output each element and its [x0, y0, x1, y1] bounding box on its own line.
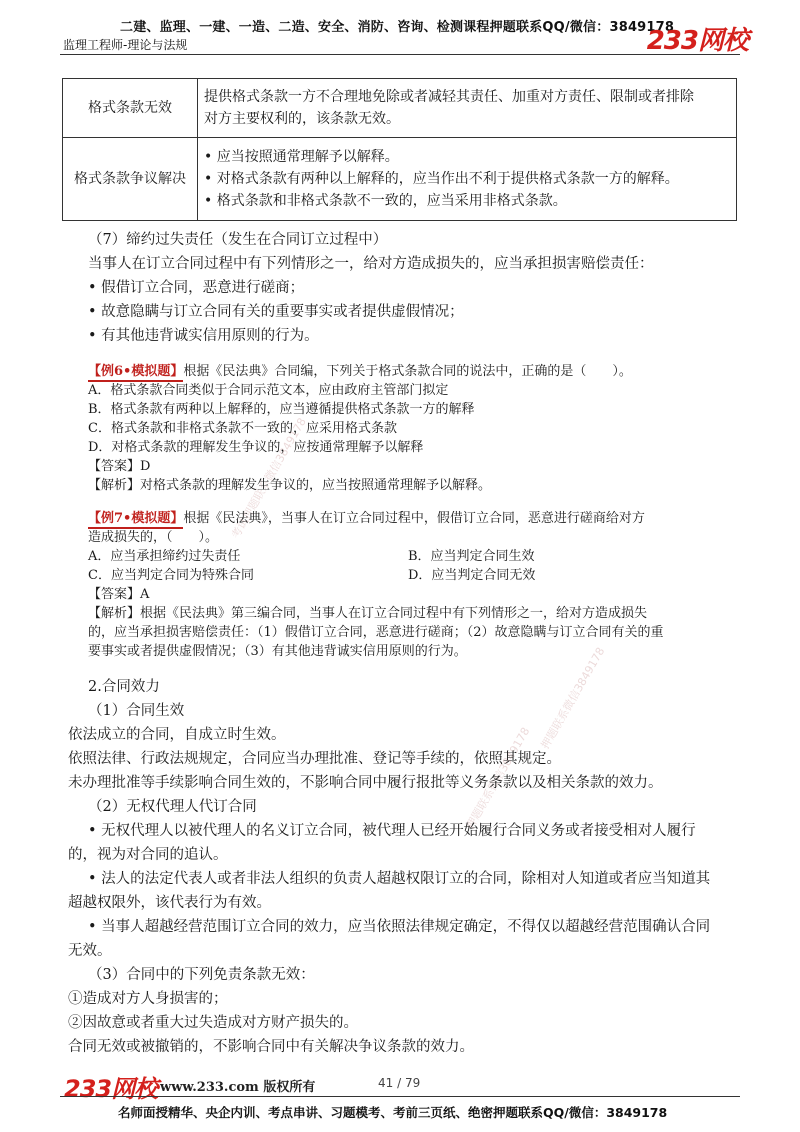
header-subtitle: 监理工程师-理论与法规 [63, 38, 188, 52]
subsection-title: （2）无权代理人代订合同 [88, 799, 257, 815]
question-text: 根据《民法典》合同编，下列关于格式条款合同的说法中，正确的是（ ）。 [183, 364, 632, 379]
answer: 【答案】D [88, 459, 151, 474]
table-row [63, 138, 737, 221]
footer-rule [60, 1096, 740, 1097]
question-line [88, 362, 738, 381]
footer-logo: 233网校 [64, 1075, 158, 1103]
option-b: B．应当判定合同生效 [408, 549, 535, 564]
paragraph: 合同无效或被撤销的，不影响合同中有关解决争议条款的效力。 [68, 1039, 474, 1055]
analysis: 要事实或者提供虚假情况；（3）有其他违背诚实信用原则的行为。 [88, 644, 467, 659]
paragraph: 依法成立的合同，自成立时生效。 [68, 727, 286, 743]
paragraph: 无效。 [68, 943, 112, 959]
page-number: 41 / 79 [378, 1076, 421, 1090]
paragraph: ①造成对方人身损害的； [68, 991, 228, 1007]
option-d: D．应当判定合同无效 [408, 568, 536, 583]
table-key-cell: 格式条款争议解决 [63, 138, 198, 221]
question-text: 根据《民法典》，当事人在订立合同过程中，假借订立合同，恶意进行磋商给对方 [183, 511, 645, 526]
table-line: • 应当按照通常理解予以解释。 [204, 149, 399, 165]
analysis: 【解析】对格式条款的理解发生争议的，应当按照通常理解予以解释。 [88, 478, 492, 493]
analysis: 【解析】根据《民法典》第三编合同，当事人在订立合同过程中有下列情形之一，给对方造成损失 [88, 606, 648, 621]
table-line: • 对格式条款有两种以上解释的，应当作出不利于提供格式条款一方的解释。 [204, 171, 679, 187]
bullet-item: • 假借订立合同，恶意进行磋商； [88, 280, 305, 296]
question-line [88, 509, 738, 528]
question-line: 造成损失的，（ ）。 [88, 530, 219, 545]
watermark: 考试押题联系微信3849178 [229, 415, 309, 541]
paragraph: • 法人的法定代表人或者非法人组织的负责人超越权限订立的合同，除相对人知道或者应当知道其 [88, 871, 711, 887]
watermark: 押题联系微信3849178 [463, 725, 533, 832]
paragraph: 依照法律、行政法规规定，合同应当办理批准、登记等手续的，依照其规定。 [68, 751, 561, 767]
option-b: B．格式条款有两种以上解释的，应当遵循提供格式条款一方的解释 [88, 402, 475, 417]
table-line: 提供格式条款一方不合理地免除或者减轻其责任、加重对方责任、限制或者排除 [204, 89, 694, 105]
table-line: 对方主要权利的，该条款无效。 [204, 111, 400, 127]
paragraph: 当事人在订立合同过程中有下列情形之一，给对方造成损失的，应当承担损害赔偿责任： [88, 256, 654, 272]
option-row [88, 566, 738, 585]
subsection-title: （3）合同中的下列免责条款无效： [88, 967, 315, 983]
paragraph: • 无权代理人以被代理人的名义订立合同，被代理人已经开始履行合同义务或者接受相对人履行 [88, 823, 696, 839]
bullet-item: • 有其他违背诚实信用原则的行为。 [88, 328, 319, 344]
watermark: 押题联系微信3849178 [538, 645, 608, 752]
subsection-title: （1）合同生效 [88, 703, 185, 719]
analysis: 的，应当承担损害赔偿责任：（1）假借订立合同，恶意进行磋商；（2）故意隐瞒与订立合同有关的重 [88, 625, 664, 640]
option-d: D．对格式条款的理解发生争议的，应按通常理解予以解释 [88, 440, 424, 455]
example-tag: 【例7•模拟题】 [88, 511, 183, 529]
option-row [88, 547, 738, 566]
format-clause-table [62, 78, 737, 221]
paragraph: 超越权限外，该代表行为有效。 [68, 895, 271, 911]
table-line: • 格式条款和非格式条款不一致的，应当采用非格式条款。 [204, 193, 567, 209]
paragraph: 的，视为对合同的追认。 [68, 847, 228, 863]
section-title: （7）缔约过失责任（发生在合同订立过程中） [88, 232, 388, 248]
paragraph: 未办理批准等手续影响合同生效的，不影响合同中履行报批等义务条款以及相关条款的效力。 [68, 775, 663, 791]
table-value-cell [198, 79, 737, 138]
table-key-cell: 格式条款无效 [63, 79, 198, 138]
option-c: C．格式条款和非格式条款不一致的，应采用格式条款 [88, 421, 397, 436]
bullet-item: • 故意隐瞒与订立合同有关的重要事实或者提供虚假情况； [88, 304, 464, 320]
document-body [68, 228, 738, 1059]
paragraph: ②因故意或者重大过失造成对方财产损失的。 [68, 1015, 358, 1031]
table-row [63, 79, 737, 138]
footer-site: www.233.com 版权所有 [160, 1080, 316, 1095]
header-promo-line: 二建、监理、一建、一造、二造、安全、消防、咨询、检测课程押题联系QQ/微信：3849178 [120, 20, 675, 35]
section-title: 2.合同效力 [88, 679, 160, 695]
paragraph: • 当事人超越经营范围订立合同的效力，应当依照法律规定确定，不得仅以超越经营范围确认合同 [88, 919, 711, 935]
option-a: A．应当承担缔约过失责任 [88, 549, 241, 564]
option-a: A．格式条款合同类似于合同示范文本，应由政府主管部门拟定 [88, 383, 449, 398]
example-tag: 【例6•模拟题】 [88, 364, 183, 382]
header-logo: 233网校 [646, 26, 748, 56]
option-c: C．应当判定合同为特殊合同 [88, 568, 254, 583]
example-6 [88, 362, 738, 495]
answer: 【答案】A [88, 587, 150, 602]
example-7 [88, 509, 738, 661]
footer-promo: 名师面授精华、央企内训、考点串讲、习题模考、考前三页纸、绝密押题联系QQ/微信：3849178 [118, 1105, 668, 1120]
header-rule [60, 54, 740, 55]
table-value-cell [198, 138, 737, 221]
